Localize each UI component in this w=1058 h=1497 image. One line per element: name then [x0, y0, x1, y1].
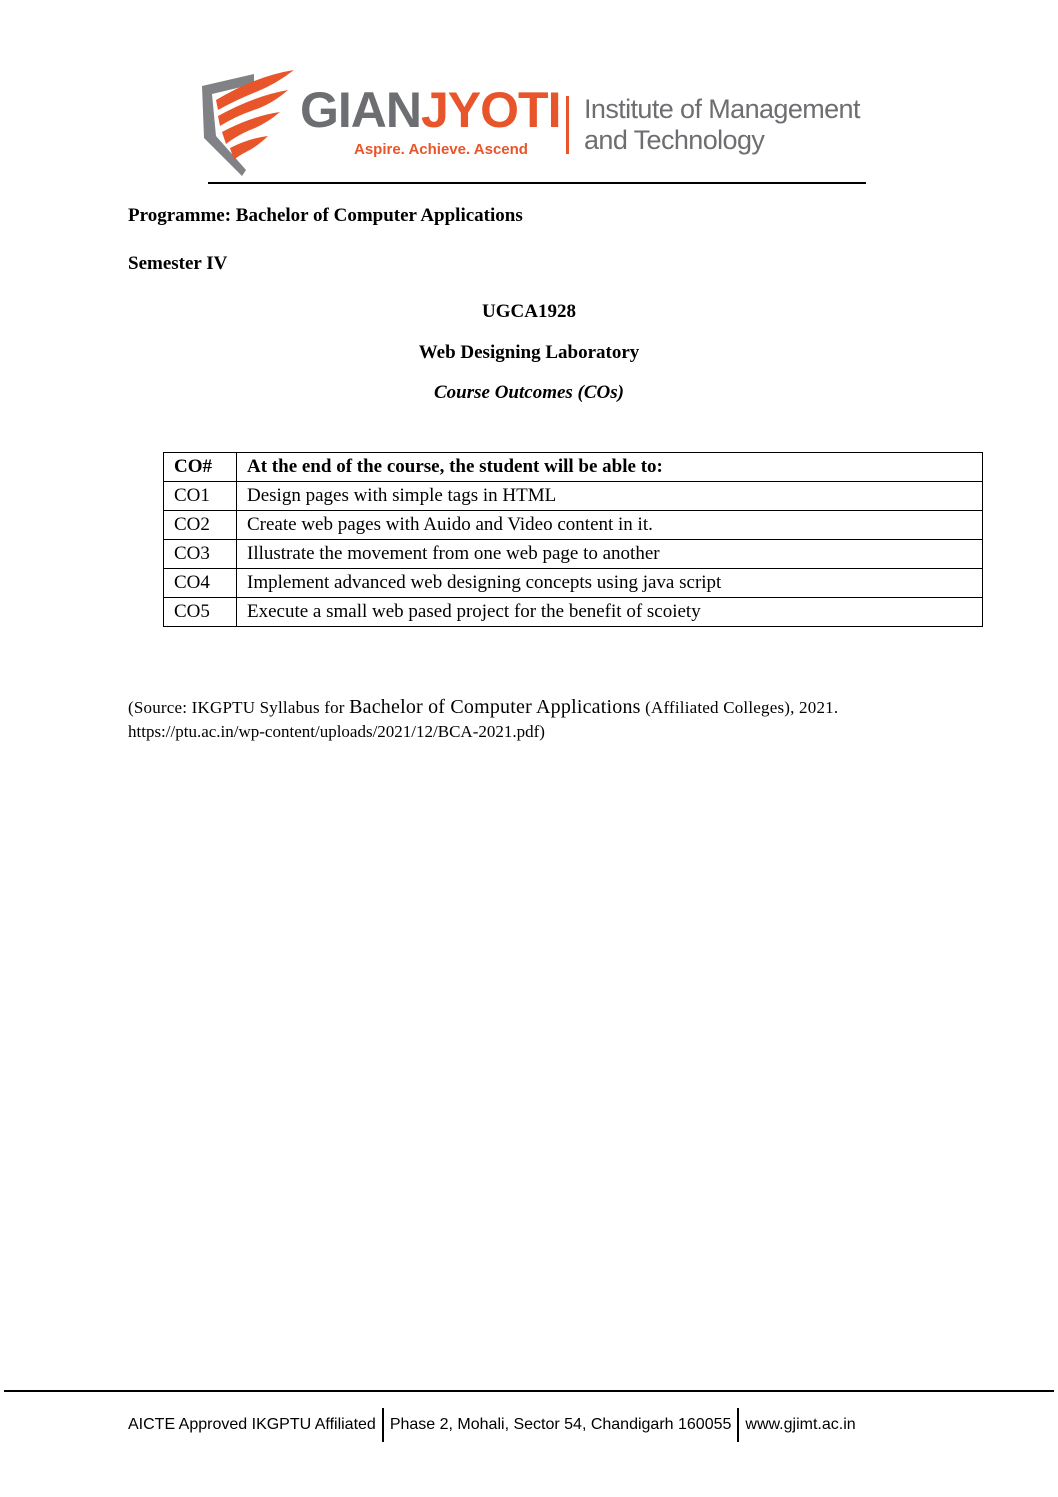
institute-name [584, 94, 860, 156]
course-title: Web Designing Laboratory [418, 342, 640, 363]
brand-name-jyoti: JYOTI [421, 82, 561, 138]
co-description-cell: Create web pages with Auido and Video content in it. [237, 511, 983, 540]
co-id-cell: CO5 [164, 598, 237, 627]
table-header-row [164, 453, 983, 482]
table-header-cell: At the end of the course, the student will be able to: [237, 453, 983, 482]
source-prefix: (Source: IKGPTU Syllabus for [128, 698, 350, 717]
course-outcomes-table [163, 452, 983, 627]
footer-affiliation: AICTE Approved IKGPTU Affiliated [128, 1416, 376, 1433]
header-rule [208, 182, 866, 184]
shield-wings-icon [196, 66, 296, 178]
logo-divider [566, 96, 569, 154]
course-outcomes-heading: Course Outcomes (COs) [433, 382, 624, 403]
course-code: UGCA1928 [482, 301, 576, 322]
table-row [164, 598, 983, 627]
co-description-cell: Execute a small web pased project for the benefit of scoiety [237, 598, 983, 627]
co-id-cell: CO3 [164, 540, 237, 569]
source-citation-line1 [128, 695, 948, 720]
table-header-cell: CO# [164, 453, 237, 482]
footer-separator [737, 1408, 739, 1442]
semester-title: Semester IV [128, 253, 228, 274]
page-footer [128, 1408, 856, 1442]
co-id-cell: CO2 [164, 511, 237, 540]
source-url: https://ptu.ac.in/wp-content/uploads/2021/12/BCA-2021.pdf) [128, 722, 545, 741]
footer-separator [382, 1408, 384, 1442]
footer-website: www.gjimt.ac.in [745, 1416, 856, 1433]
source-citation [128, 695, 948, 744]
footer-rule [4, 1390, 1054, 1392]
institute-name-line1: Institute of Management [584, 94, 860, 124]
table-row [164, 482, 983, 511]
brand-name [300, 80, 560, 140]
footer-address: Phase 2, Mohali, Sector 54, Chandigarh 160055 [389, 1416, 732, 1433]
institute-logo [196, 66, 866, 178]
co-description-cell: Design pages with simple tags in HTML [237, 482, 983, 511]
institute-name-line2: and Technology [584, 125, 765, 155]
co-description-cell: Implement advanced web designing concepts using java script [237, 569, 983, 598]
table-row [164, 540, 983, 569]
source-programme: Bachelor of Computer Applications [349, 696, 641, 718]
co-id-cell: CO1 [164, 482, 237, 511]
table-row [164, 569, 983, 598]
co-description-cell: Illustrate the movement from one web page to another [237, 540, 983, 569]
brand-name-gian: GIAN [300, 82, 421, 138]
programme-title: Programme: Bachelor of Computer Applications [128, 205, 523, 226]
brand-tagline: Aspire. Achieve. Ascend [354, 141, 528, 158]
table-row [164, 511, 983, 540]
source-suffix: (Affiliated Colleges), 2021. [640, 698, 839, 717]
co-id-cell: CO4 [164, 569, 237, 598]
